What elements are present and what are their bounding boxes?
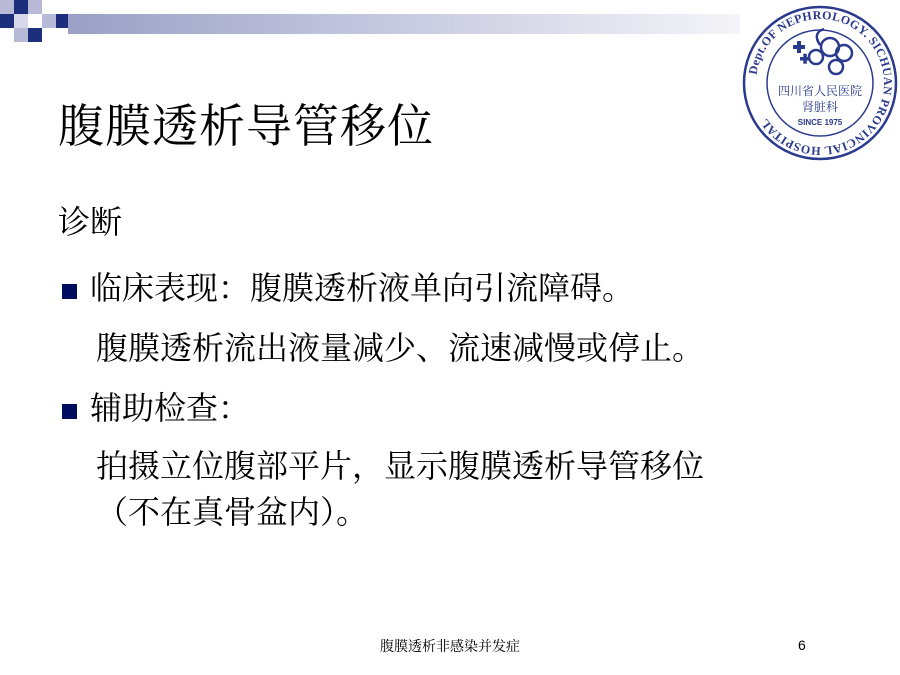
seal-ring-text: Dept.OF NEPHROLOGY. SICHUAN PROVINCIAL HOSPITAL — [745, 7, 896, 159]
bullet-exam-continuation-2: （不在真骨盆内）。 — [96, 493, 369, 531]
seal-inner-line2: 肾脏科 — [801, 100, 839, 114]
page-number: 6 — [798, 637, 806, 653]
section-heading: 诊断 — [58, 203, 123, 241]
bullet-square-icon — [62, 404, 77, 419]
bullet-clinical-label: 临床表现：腹膜透析液单向引流障碍。 — [90, 269, 635, 307]
seal-inner-line1: 四川省人民医院 — [777, 84, 863, 98]
hospital-seal-logo — [740, 3, 900, 163]
decor-square — [0, 0, 14, 14]
decor-square — [42, 0, 56, 14]
decor-square — [28, 0, 42, 14]
seal-since: SINCE 1975 — [797, 118, 843, 127]
bullet-exam-continuation-1: 拍摄立位腹部平片，显示腹膜透析导管移位 — [96, 447, 705, 485]
header-gradient-bar — [40, 14, 740, 34]
bullet-exam-label: 辅助检查： — [90, 389, 251, 427]
bullet-square-icon — [62, 284, 77, 299]
slide-title: 腹膜透析导管移位 — [58, 99, 434, 153]
decor-square — [14, 0, 28, 14]
bullet-clinical-continuation: 腹膜透析流出液量减少、流速减慢或停止。 — [96, 329, 705, 367]
decor-square — [14, 28, 28, 42]
decor-square — [14, 14, 28, 28]
decor-square — [0, 14, 14, 28]
footer-title: 腹膜透析非感染并发症 — [380, 639, 520, 655]
